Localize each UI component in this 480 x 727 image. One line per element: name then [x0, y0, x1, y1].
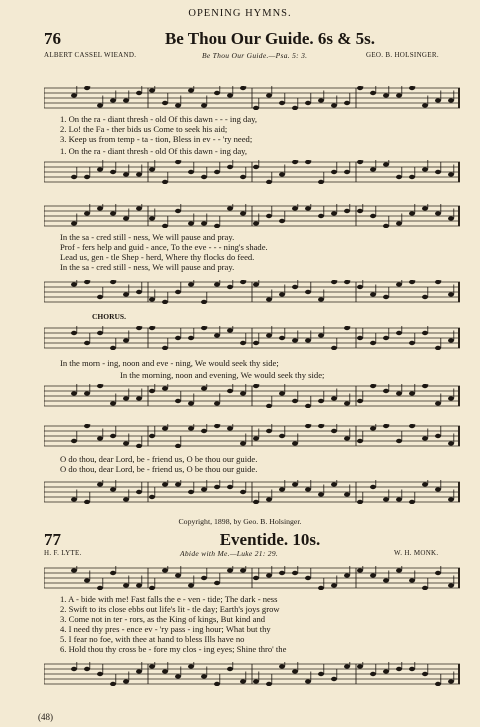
bass-staff — [44, 160, 460, 184]
treble-staff — [44, 204, 460, 228]
lyric-line: 1. On the ra - diant thresh - old Of this dawn - ing day, — [60, 146, 248, 156]
hymn-76-title: Be Thou Our Guide. 6s & 5s. — [164, 29, 376, 48]
lyric-line: Lead us, gen - tle Shep - herd, Where thy flocks do feed. — [60, 252, 255, 262]
treble-staff — [44, 566, 460, 590]
lyric-line: 6. Hold thou thy cross be - fore my clos - ing eyes; Shine thro' the — [60, 644, 287, 654]
lyric-line: 2. Swift to its close ebbs out life's lit - tle day; Earth's joys grow — [60, 604, 280, 614]
hymn-76-composer: GEO. B. HOLSINGER. — [366, 51, 439, 59]
bass-staff — [44, 280, 460, 304]
lyric-line: In the sa - cred still - ness, We will pause and pray. — [60, 232, 235, 242]
bass-staff — [44, 384, 460, 408]
bass-staff — [44, 662, 460, 686]
lyric-line: 3. Keep us from temp - ta - tion, Bless in ev - - 'ry need; — [60, 134, 253, 144]
lyric-line: In the morning, noon and evening, We would seek thy side; — [120, 370, 325, 380]
hymn-77-number: 77 — [44, 530, 61, 549]
lyric-line: O do thou, dear Lord, be - friend us, O be thou our guide. — [60, 464, 258, 474]
hymn-76-scripture: Be Thou Our Guide.—Psa. 5: 3. — [202, 51, 308, 60]
hymn-76-number: 76 — [44, 29, 61, 48]
lyric-line: 1. A - bide with me! Fast falls the e - ven - tide; The dark - ness — [60, 594, 278, 604]
hymn-77-scripture: Abide with Me.—Luke 21: 29. — [180, 549, 279, 558]
lyric-line: 4. I need thy pres - ence ev - 'ry pass - ing hour; What but thy — [60, 624, 271, 634]
hymn-76-author: ALBERT CASSEL WIEAND. — [44, 51, 137, 59]
copyright-notice: Copyright, 1898, by Geo. B. Holsinger. — [178, 517, 302, 526]
lyric-line: In the sa - cred still - ness, We will pause and pray. — [60, 262, 235, 272]
page-number: (48) — [38, 712, 53, 722]
chorus-label: CHORUS. — [92, 312, 126, 321]
lyric-line: Prof - fers help and guid - ance, To the eve - - - ning's shade. — [60, 242, 268, 252]
treble-staff — [44, 86, 460, 110]
lyric-line: 2. Lo! the Fa - ther bids us Come to seek his aid; — [60, 124, 228, 134]
lyric-line: In the morn - ing, noon and eve - ning, We would seek thy side; — [60, 358, 279, 368]
lyric-line: 1. On the ra - diant thresh - old Of this dawn - - - ing day, — [60, 114, 258, 124]
lyric-line: 5. I fear no foe, with thee at hand to bless Ills have no — [60, 634, 245, 644]
running-head: OPENING HYMNS. — [188, 8, 292, 19]
lyric-line: 3. Come not in ter - rors, as the King of kings, But kind and — [60, 614, 266, 624]
treble-staff — [44, 424, 460, 448]
treble-staff — [44, 326, 460, 350]
bass-staff — [44, 480, 460, 504]
lyric-line: O do thou, dear Lord, be - friend us, O be thou our guide. — [60, 454, 258, 464]
hymn-77-composer: W. H. MONK. — [394, 549, 439, 557]
hymn-77-author: H. F. LYTE. — [44, 549, 82, 557]
hymn-77-title: Eventide. 10s. — [219, 530, 321, 549]
